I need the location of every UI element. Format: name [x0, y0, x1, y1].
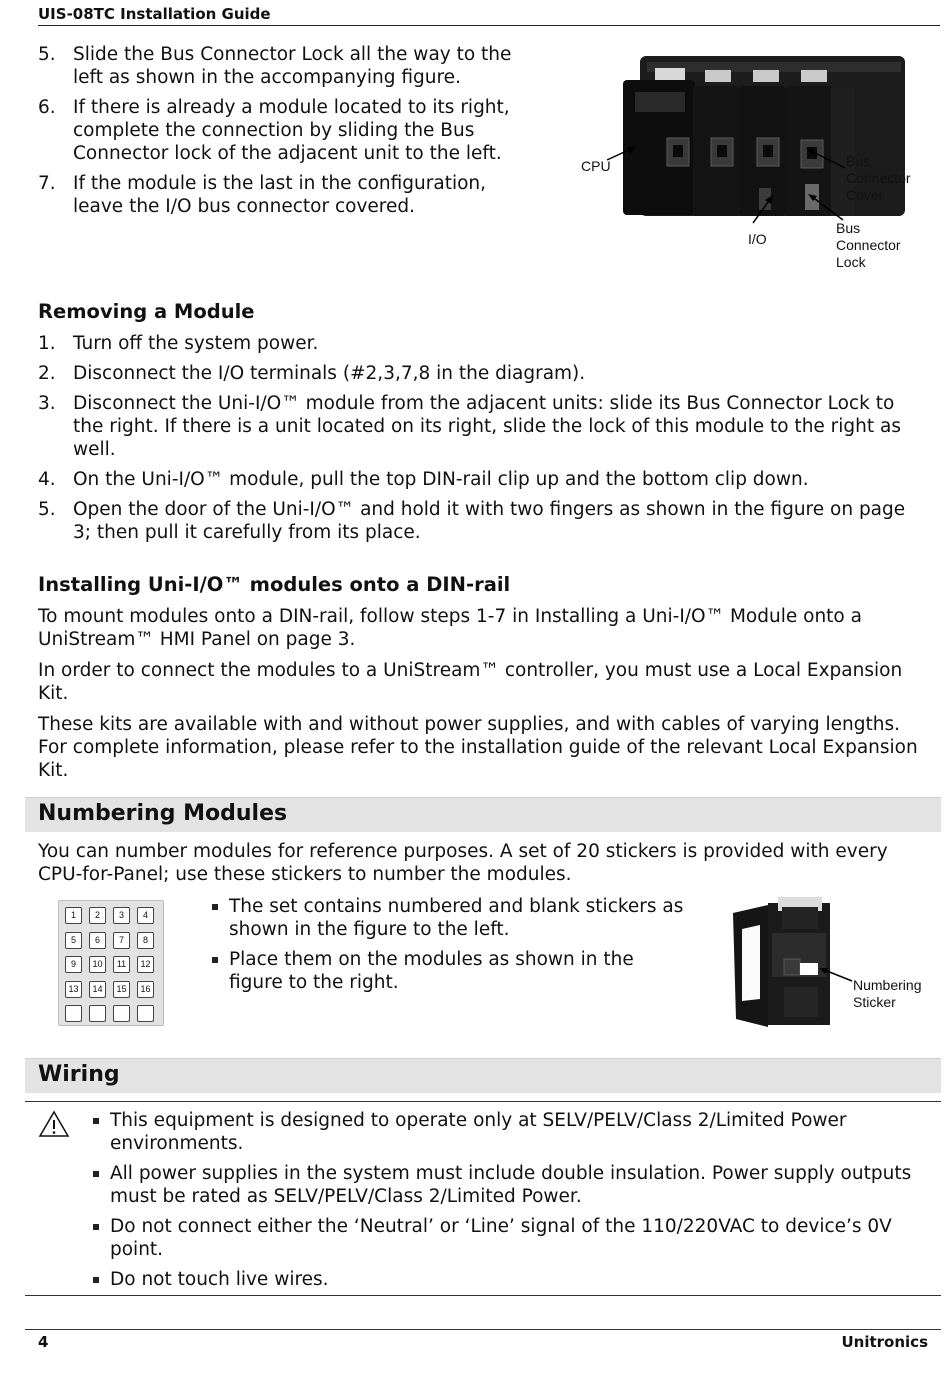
- numbered-sticker: 7: [113, 932, 130, 949]
- modules-figure: [575, 48, 945, 278]
- numbered-sticker: 2: [89, 907, 106, 924]
- list-item: This equipment is designed to operate only at SELV/PELV/Class 2/Limited Power environments.: [91, 1109, 936, 1155]
- step-text: Disconnect the Uni-I/O™ module from the adjacent units: slide its Bus Connector Lock to the right. If there is a unit located on its right, slide the lock of this module to the right as well.: [73, 393, 902, 460]
- install-steps-list: [38, 43, 538, 225]
- list-item: Do not connect either the ‘Neutral’ or ‘Line’ signal of the 110/220VAC to device’s 0V point.: [91, 1215, 936, 1261]
- warning-icon: [38, 1110, 70, 1138]
- io-label: I/O: [748, 231, 767, 247]
- list-item: Place them on the modules as shown in the figure to the right.: [210, 948, 690, 994]
- list-item: [38, 332, 918, 355]
- numbered-sticker: 8: [137, 932, 154, 949]
- numbering-intro: You can number modules for reference purposes. A set of 20 stickers is provided with every CPU-for-Panel; use these stickers to number the modules.: [38, 841, 888, 885]
- page-number: 4: [38, 1333, 49, 1351]
- label-line: Connector: [836, 237, 901, 253]
- page-header: UIS-08TC Installation Guide: [38, 5, 940, 26]
- numbered-sticker: 1: [65, 907, 82, 924]
- step-text: Disconnect the I/O terminals (#2,3,7,8 in the diagram).: [73, 363, 586, 384]
- label-line: Cover: [846, 187, 884, 203]
- brand-name: Unitronics: [841, 1333, 928, 1351]
- list-item: Do not touch live wires.: [91, 1268, 936, 1291]
- din-rail-paragraph-2: In order to connect the modules to a UniStream™ controller, you must use a Local Expansion Kit.: [38, 660, 903, 704]
- step-text: Open the door of the Uni-I/O™ and hold it with two fingers as shown in the figure on page 3; then pull it carefully from its place.: [73, 499, 906, 543]
- label-line: Sticker: [853, 994, 896, 1010]
- bus-connector-cover-label: [846, 153, 911, 204]
- din-rail-heading: Installing Uni-I/O™ modules onto a DIN-rail: [38, 573, 511, 596]
- removing-steps-list: [38, 332, 918, 551]
- numbering-section-bar: [25, 797, 941, 832]
- numbered-sticker: 12: [137, 956, 154, 973]
- wiring-section-bar: [25, 1058, 941, 1093]
- bus-connector-lock-label: [836, 220, 901, 271]
- blank-sticker: [137, 1005, 154, 1022]
- din-rail-paragraph-1: To mount modules onto a DIN-rail, follow steps 1-7 in Installing a Uni-I/O™ Module onto a UniStream™ HMI Panel on page 3.: [38, 606, 862, 650]
- step-number: 4.: [38, 469, 56, 490]
- numbered-sticker: 16: [137, 981, 154, 998]
- list-item: [38, 392, 918, 461]
- blank-sticker: [113, 1005, 130, 1022]
- list-item: [38, 468, 918, 491]
- wiring-bottom-rule: [25, 1295, 941, 1296]
- numbered-sticker: 11: [113, 956, 130, 973]
- numbered-sticker: 13: [65, 981, 82, 998]
- wiring-bullets: [91, 1109, 936, 1298]
- cpu-label: CPU: [581, 158, 611, 174]
- numbered-sticker: 6: [89, 932, 106, 949]
- list-item: All power supplies in the system must include double insulation. Power supply outputs must be rated as SELV/PELV/Class 2/Limited Power.: [91, 1162, 936, 1208]
- removing-module-heading: Removing a Module: [38, 300, 255, 323]
- numbered-sticker: 9: [65, 956, 82, 973]
- label-line: Bus: [836, 220, 861, 236]
- step-text: Turn off the system power.: [73, 333, 319, 354]
- step-number: 7.: [38, 173, 56, 194]
- list-item: [38, 172, 538, 218]
- numbering-sticker-figure: [728, 895, 928, 1030]
- step-number: 6.: [38, 97, 56, 118]
- step-number: 5.: [38, 499, 56, 520]
- footer-rule: [25, 1329, 941, 1330]
- numbered-sticker: 4: [137, 907, 154, 924]
- section-title: Numbering Modules: [38, 801, 288, 826]
- step-text: On the Uni-I/O™ module, pull the top DIN-rail clip up and the bottom clip down.: [73, 469, 809, 490]
- numbered-sticker: 15: [113, 981, 130, 998]
- din-rail-paragraph-3: These kits are available with and without power supplies, and with cables of varying lengths. For complete information, please refer to the installation guide of the relevant Local Expansion Kit.: [38, 714, 918, 781]
- numbered-sticker: 5: [65, 932, 82, 949]
- wiring-top-rule: [25, 1101, 941, 1102]
- label-line: Bus: [846, 153, 871, 169]
- numbering-bullets: [210, 895, 690, 1001]
- list-item: The set contains numbered and blank stickers as shown in the figure to the left.: [210, 895, 690, 941]
- blank-sticker: [89, 1005, 106, 1022]
- label-line: Connector: [846, 170, 911, 186]
- list-item: [38, 498, 918, 544]
- step-text: Slide the Bus Connector Lock all the way to the left as shown in the accompanying figure.: [73, 44, 512, 88]
- numbered-sticker: 3: [113, 907, 130, 924]
- numbered-sticker: 10: [89, 956, 106, 973]
- list-item: [38, 96, 538, 165]
- step-number: 3.: [38, 393, 56, 414]
- label-line: Lock: [836, 254, 866, 270]
- step-number: 5.: [38, 44, 56, 65]
- step-number: 1.: [38, 333, 56, 354]
- numbered-sticker: 14: [89, 981, 106, 998]
- step-text: If there is already a module located to its right, complete the connection by sliding the Bus Connector lock of the adjacent unit to the left.: [73, 97, 510, 164]
- sticker-set-figure: [58, 900, 164, 1026]
- list-item: [38, 362, 918, 385]
- section-title: Wiring: [38, 1062, 120, 1087]
- numbering-sticker-label: [853, 977, 921, 1011]
- blank-sticker: [65, 1005, 82, 1022]
- list-item: [38, 43, 538, 89]
- step-number: 2.: [38, 363, 56, 384]
- step-text: If the module is the last in the configuration, leave the I/O bus connector covered.: [73, 173, 487, 217]
- label-line: Numbering: [853, 977, 922, 993]
